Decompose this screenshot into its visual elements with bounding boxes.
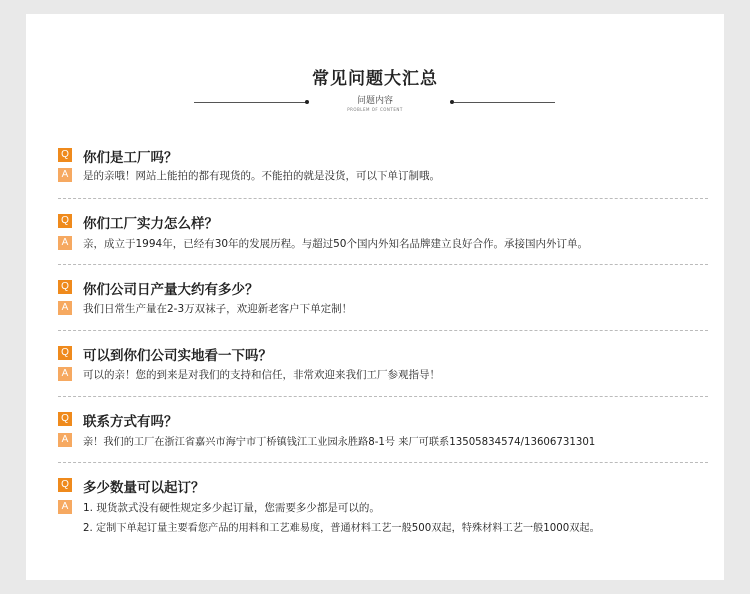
page-subtitle: 问题内容 — [356, 96, 393, 106]
answer-text: 是的亲哦！网站上能拍的都有现货的。不能拍的就是没货，可以下单订制哦。 — [83, 170, 440, 182]
answer-text: 我们日常生产量在2-3万双袜子，欢迎新老客户下单定制！ — [83, 303, 353, 315]
question-text: 可以到你们公司实地看一下吗？ — [83, 348, 272, 364]
title-divider-right — [454, 102, 555, 103]
answer-badge: A — [58, 433, 72, 447]
question-text: 你们公司日产量大约有多少？ — [83, 282, 259, 298]
answer-badge: A — [58, 367, 72, 381]
question-text: 联系方式有吗？ — [83, 414, 178, 430]
faq-divider — [58, 330, 708, 331]
answer-text: 1. 现货款式没有硬性规定多少起订量，您需要多少都是可以的。 — [83, 502, 380, 514]
question-text: 你们工厂实力怎么样？ — [83, 216, 218, 232]
question-text: 你们是工厂吗？ — [83, 150, 178, 166]
answer-badge: A — [58, 500, 72, 514]
answer-text: 亲，成立于1994年，已经有30年的发展历程。与超过50个国内外知名品牌建立良好合作。承接国内外订单。 — [83, 238, 588, 250]
faq-header — [26, 14, 724, 124]
answer-badge: A — [58, 236, 72, 250]
question-badge: Q — [58, 346, 72, 360]
faq-card — [26, 14, 724, 580]
answer-text: 可以的亲！您的到来是对我们的支持和信任，非常欢迎来我们工厂参观指导！ — [83, 369, 440, 381]
answer-badge: A — [58, 168, 72, 182]
faq-divider — [58, 462, 708, 463]
answer-text: 亲！我们的工厂在浙江省嘉兴市海宁市丁桥镇钱江工业园永胜路8-1号 来厂可联系13505834574/13606731301 — [83, 437, 596, 448]
answer-text: 2. 定制下单起订量主要看您产品的用料和工艺难易度，普通材料工艺一般500双起，特殊材料工艺一般1000双起。 — [83, 523, 600, 534]
question-badge: Q — [58, 478, 72, 492]
faq-divider — [58, 198, 708, 199]
question-text: 多少数量可以起订？ — [83, 480, 205, 496]
question-badge: Q — [58, 280, 72, 294]
question-badge: Q — [58, 214, 72, 228]
faq-divider — [58, 396, 708, 397]
page-title: 常见问题大汇总 — [312, 69, 438, 89]
answer-badge: A — [58, 301, 72, 315]
faq-divider — [58, 264, 708, 265]
page-subtitle-english: PROBLEM OF CONTENT — [347, 107, 403, 112]
question-badge: Q — [58, 412, 72, 426]
question-badge: Q — [58, 148, 72, 162]
